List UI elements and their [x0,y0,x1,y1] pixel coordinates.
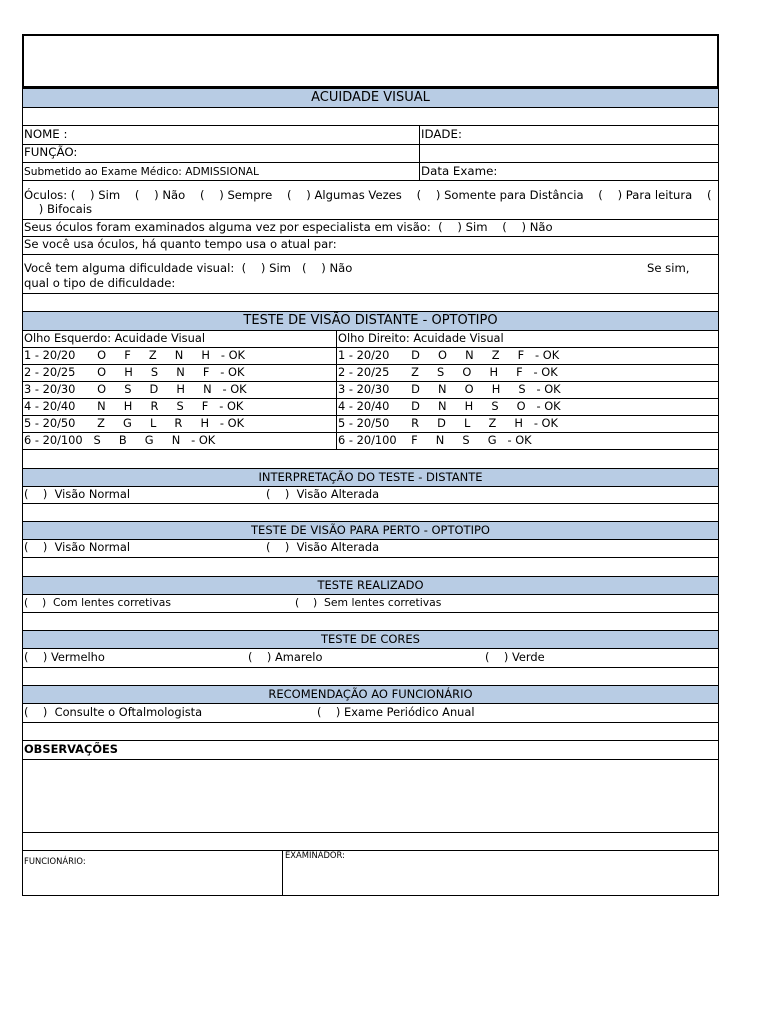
right-eye-label: Olho Direito: Acuidade Visual [338,331,504,345]
recommendation-band [22,685,719,704]
left-eye-row: 6 - 20/100 S B G N - OK [24,433,216,447]
left-eye-row: 2 - 20/25 O H S N F - OK [24,365,245,379]
right-eye-row: 3 - 20/30 D N O H S - OK [338,382,561,396]
form-title: ACUIDADE VISUAL [311,90,430,105]
left-eye-label: Olho Esquerdo: Acuidade Visual [24,331,205,345]
test-done-title: TESTE REALIZADO [317,578,424,592]
difficulty-if-yes: Se sim, [647,261,690,275]
right-eye-row: 4 - 20/40 D N H S O - OK [338,399,561,413]
test-done-band [22,576,719,595]
observations-label: OBSERVAÇÕES [24,742,119,756]
near-altered-option: ( ) Visão Alterada [266,540,380,554]
near-test-title: TESTE DE VISÃO PARA PERTO - OPTOTIPO [251,523,490,537]
exam-type-text: Submetido ao Exame Médico: ADMISSIONAL [24,166,259,178]
distance-test-band [22,311,719,331]
interpretation-normal-option: ( ) Visão Normal [24,487,131,501]
employee-signature-label: FUNCIONÁRIO: [24,856,86,866]
function-label: FUNÇÃO: [24,145,78,159]
left-eye-row: 5 - 20/50 Z G L R H - OK [24,416,245,430]
right-eye-row: 6 - 20/100 F N S G - OK [338,433,532,447]
periodic-exam-option: ( ) Exame Periódico Anual [317,705,475,719]
ophthalmologist-option: ( ) Consulte o Oftalmologista [24,705,203,719]
color-test-title: TESTE DE CORES [321,632,420,646]
examiner-signature-label: EXAMINADOR: [285,850,345,860]
glasses-question-line2: ) Bifocais [24,202,93,216]
current-pair-question: Se você usa óculos, há quanto tempo usa o atual par: [24,237,337,251]
left-eye-row: 4 - 20/40 N H R S F - OK [24,399,244,413]
difficulty-type: qual o tipo de dificuldade: [24,276,176,290]
name-label: NOME : [24,127,68,141]
interpretation-altered-option: ( ) Visão Alterada [266,487,380,501]
age-label: IDADE: [421,127,462,141]
difficulty-question: Você tem alguma dificuldade visual: ( ) Sim ( ) Não [24,261,353,275]
color-test-band [22,630,719,649]
with-lenses-option: ( ) Com lentes corretivas [24,596,172,609]
header-box [22,34,719,88]
right-eye-row: 2 - 20/25 Z S O H F - OK [338,365,558,379]
exam-date-label: Data Exame: [421,164,498,178]
interpretation-band [22,468,719,487]
right-eye-row: 5 - 20/50 R D L Z H - OK [338,416,558,430]
glasses-question-line1: Óculos: ( ) Sim ( ) Não ( ) Sempre ( ) Algumas Vezes ( ) Somente para Distância ( ) Para leitura ( [24,188,712,202]
without-lenses-option: ( ) Sem lentes corretivas [295,596,442,609]
interpretation-title: INTERPRETAÇÃO DO TESTE - DISTANTE [258,470,483,484]
form-title-band [22,88,719,108]
left-eye-row: 3 - 20/30 O S D H N - OK [24,382,247,396]
near-test-band [22,521,719,540]
distance-test-title: TESTE DE VISÃO DISTANTE - OPTOTIPO [243,313,498,328]
color-red-option: ( ) Vermelho [24,650,105,664]
right-eye-row: 1 - 20/20 D O N Z F - OK [338,348,560,362]
color-green-option: ( ) Verde [485,650,545,664]
recommendation-title: RECOMENDAÇÃO AO FUNCIONÁRIO [268,687,473,701]
left-eye-row: 1 - 20/20 O F Z N H - OK [24,348,245,362]
near-normal-option: ( ) Visão Normal [24,540,131,554]
color-yellow-option: ( ) Amarelo [248,650,323,664]
specialist-question: Seus óculos foram examinados alguma vez por especialista em visão: ( ) Sim ( ) Não [24,220,553,234]
